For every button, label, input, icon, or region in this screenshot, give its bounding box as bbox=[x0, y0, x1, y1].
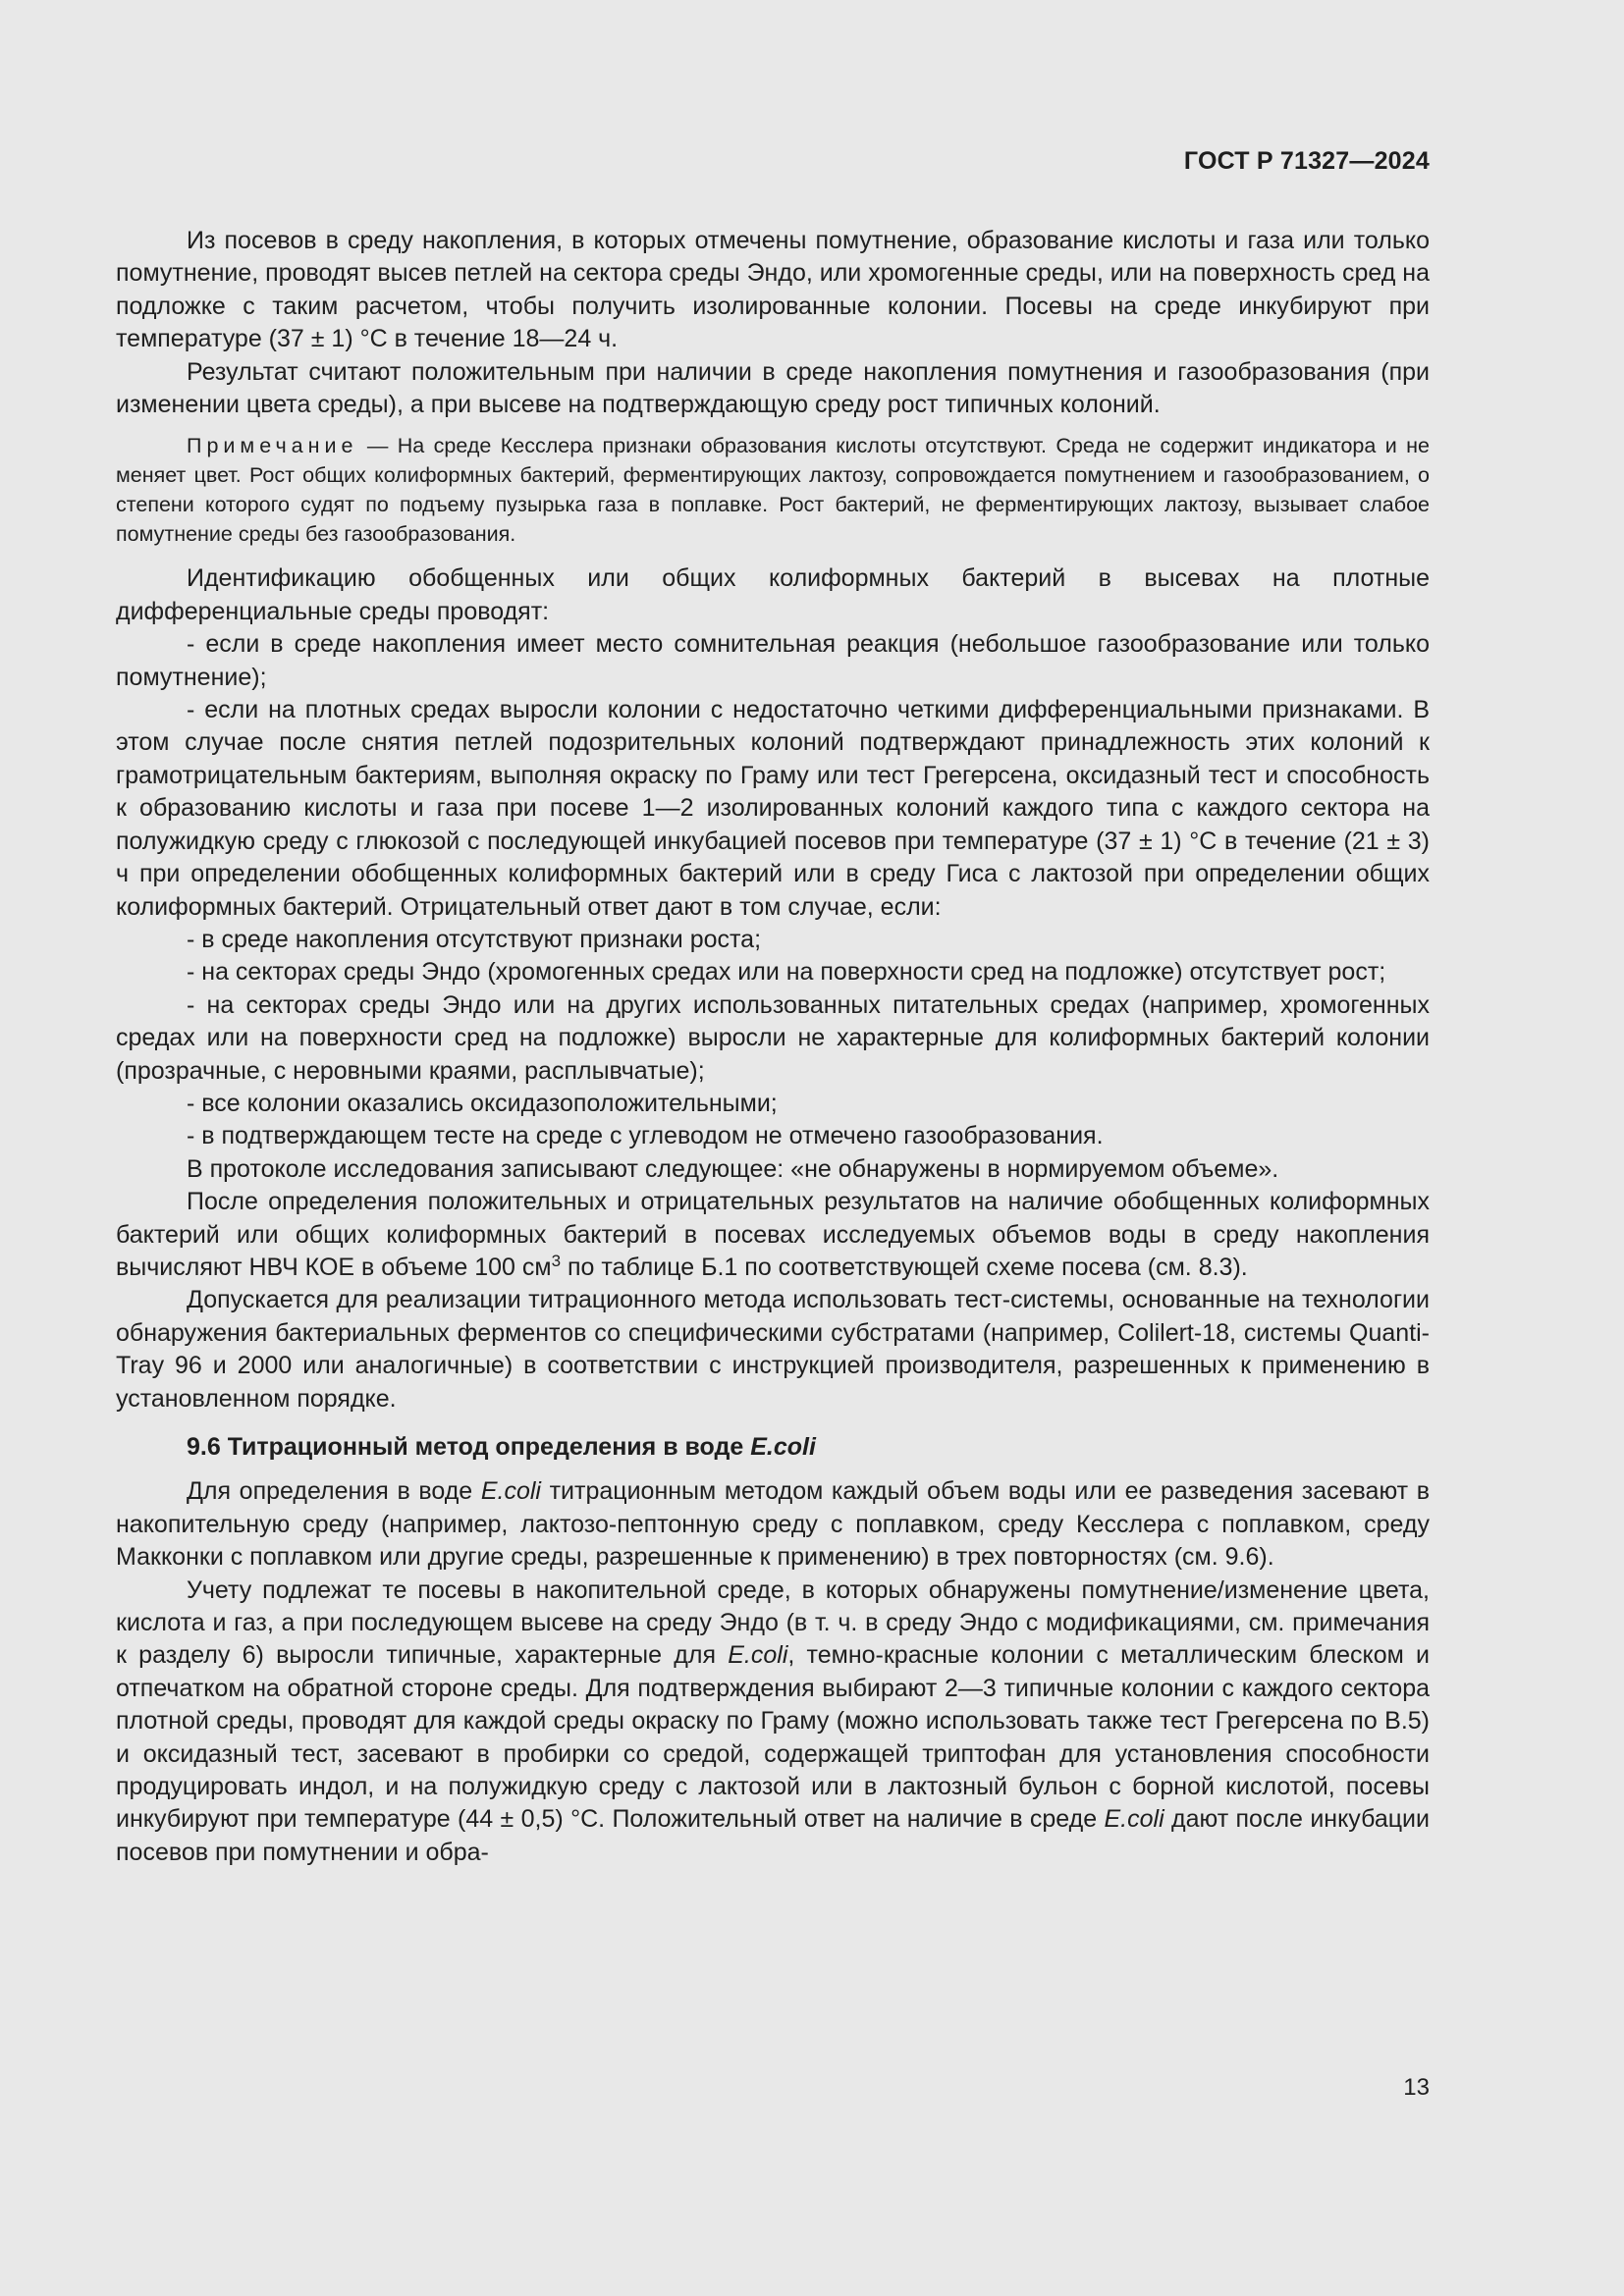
list-item: - все колонии оказались оксидазоположительными; bbox=[187, 1089, 778, 1117]
document-id-header: ГОСТ Р 71327—2024 bbox=[1183, 147, 1430, 175]
paragraph: Результат считают положительным при наличии в среде накопления помутнения и газообразования (при изменении цвета среды), а при высеве на подтверждающую среду рост типичных колоний. bbox=[116, 357, 1430, 419]
page-number: 13 bbox=[1403, 2074, 1430, 2101]
list-item: - если в среде накопления имеет место сомнительная реакция (небольшое газообразование или только помутнение); bbox=[116, 630, 1430, 691]
note-label: Примечание bbox=[187, 434, 358, 458]
paragraph: Идентификацию обобщенных или общих колиформных бактерий в высевах на плотные дифференциальные среды проводят: bbox=[116, 564, 1430, 625]
paragraph: Допускается для реализации титрационного метода использовать тест-системы, основанные на технологии обнаружения бактериальных ферментов со специфическими субстратами (например, Colilert-18, системы Quanti-Tray 96 и 2000 или аналогичные) в соответствии с инструкцией производителя, разрешенных к применению в установленном порядке. bbox=[116, 1286, 1430, 1413]
note bbox=[116, 431, 1430, 549]
superscript: 3 bbox=[551, 1251, 562, 1270]
paragraph: После определения положительных и отрицательных результатов на наличие обобщенных колиформных бактерий или общих колиформных бактерий в посевах исследуемых объемов воды в среду накопления вычисляют НВЧ КОЕ в объеме 100 $см^3$ по таблице Б.1 по соответствующей схеме посева (см. 8.3). bbox=[116, 1188, 1430, 1281]
paragraph: Для определения в воде E.coli титрационным методом каждый объем воды или ее разведения засевают в накопительную среду (например, лактозо-пептонную среду с поплавком, среду Кесслера с поплавком, среду Макконки с поплавком или другие среды, разрешенные к применению) в трех повторностях (см. 9.6). bbox=[116, 1477, 1430, 1572]
paragraph: Учету подлежат те посевы в накопительной среде, в которых обнаружены помутнение/изменение цвета, кислота и газ, а при последующем высеве на среду Эндо (в т. ч. в среду Эндо с модификациями, см. примечания к разделу 6) выросли типичные, характерные для E.coli, темно-красные колонии с металлическим блеском и отпечатком на обратной стороне среды. Для подтверждения выбирают 2—3 типичные колонии с каждого сектора плотной среды, проводят для каждой среды окраску по Граму (можно использовать также тест Грегерсена по В.5) и оксидазный тест, засевают в пробирки со средой, содержащей триптофан для установления способности продуцировать индол, и на полужидкую среду с лактозой или в лактозный бульон с борной кислотой, посевы инкубируют при температуре (44 ± 0,5) °С. Положительный ответ на наличие в среде E.coli дают после инкубации посевов при помутнении и обра- bbox=[116, 1575, 1431, 1866]
list-item: - на секторах среды Эндо или на других использованных питательных средах (например, хромогенных средах или на поверхности сред на подложке) выросли не характерные для колиформных бактерий колонии (прозрачные, с неровными краями, расплывчатые); bbox=[116, 990, 1430, 1085]
list-item: - в подтверждающем тесте на среде с углеводом не отмечено газообразования. bbox=[187, 1122, 1104, 1150]
paragraph: Из посевов в среду накопления, в которых отмечены помутнение, образование кислоты и газа или только помутнение, проводят высев петлей на сектора среды Эндо, или хромогенные среды, или на поверхность сред на подложке с таким расчетом, чтобы получить изолированные колонии. Посевы на среде инкубируют при температуре (37 ± 1) °С в течение 18—24 ч. bbox=[116, 227, 1430, 353]
section-heading: 9.6 Титрационный метод определения в воде E.coli bbox=[187, 1433, 816, 1461]
list-item: - если на плотных средах выросли колонии с недостаточно четкими дифференциальными признаками. В этом случае после снятия петлей подозрительных колоний подтверждают принадлежность этих колоний к грамотрицательным бактериям, выполняя окраску по Граму или тест Грегерсена, оксидазный тест и способность к образованию кислоты и газа при посеве 1—2 изолированных колоний каждого типа с каждого сектора на полужидкую среду с глюкозой с последующей инкубацией посевов при температуре (37 ± 1) °С в течение (21 ± 3) ч при определении обобщенных колиформных бактерий или в среду Гиса с лактозой при определении общих колиформных бактерий. Отрицательный ответ дают в том случае, если: bbox=[116, 696, 1430, 921]
paragraph: В протоколе исследования записывают следующее: «не обнаружены в нормируемом объеме». bbox=[187, 1154, 1279, 1183]
list-item: - на секторах среды Эндо (хромогенных средах или на поверхности сред на подложке) отсутствует рост; bbox=[187, 958, 1386, 987]
note-text: — На среде Кесслера признаки образования кислоты отсутствуют. Среда не содержит индикатора и не меняет цвет. Рост общих колиформных бактерий, ферментирующих лактозу, сопровождается помутнением и газообразованием, о степени которого судят по подъему пузырька газа в поплавке. Рост бактерий, не ферментирующих лактозу, вызывает слабое помутнение среды без газообразования. bbox=[116, 434, 1430, 547]
body-text bbox=[116, 225, 1430, 1869]
list-item: - в среде накопления отсутствуют признаки роста; bbox=[187, 925, 762, 953]
